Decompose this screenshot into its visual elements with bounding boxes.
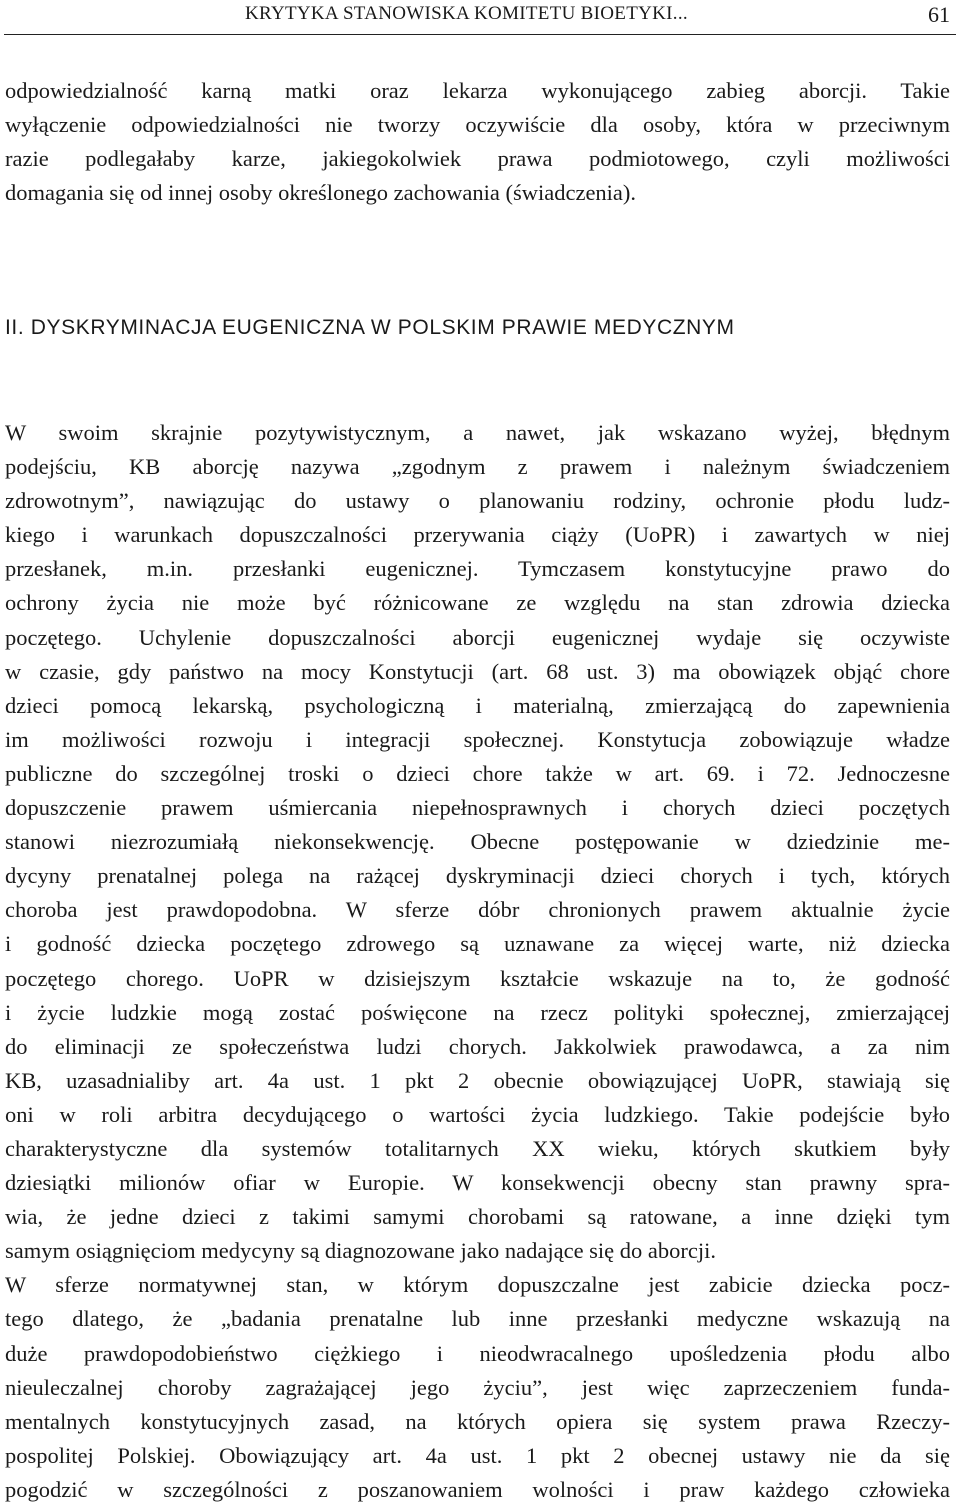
text-line: zdrowotnym”, nawiązując do ustawy o planowaniu rodziny, ochronie płodu ludz-: [5, 488, 950, 514]
text-line: W sferze normatywnej stan, w którym dopuszczalne jest zabicie dziecka pocz-: [5, 1272, 950, 1298]
text-line: domagania się od innej osoby określonego zachowania (świadczenia).: [5, 180, 637, 206]
text-line: charakterystyczne dla systemów totalitarnych XX wieku, których skutkiem były: [5, 1135, 950, 1161]
text-line: poczętego chorego. UoPR w dzisiejszym kształcie wskazuje na to, że godność: [5, 965, 950, 991]
text-line: ochrony życia nie może być różnicowane ze względu na stan zdrowia dziecka: [5, 590, 950, 616]
text-line: choroba jest prawdopodobna. W sferze dóbr chronionych prawem aktualnie życie: [5, 897, 950, 923]
text-line: do eliminacji ze społeczeństwa ludzi chorych. Jakkolwiek prawodawca, a za nim: [5, 1033, 950, 1059]
text-line: pogodzić w szczególności z poszanowaniem wolności i praw każdego człowieka: [5, 1476, 950, 1502]
text-line: stanowi niezrozumiałą niekonsekwencję. Obecne postępowanie w dziedzinie me-: [5, 829, 950, 855]
text-line: mentalnych konstytucyjnych zasad, na których opiera się system prawa Rzeczy-: [5, 1408, 950, 1434]
text-line: dzieci pomocą lekarską, psychologiczną i materialną, zmierzającą do zapewnienia: [5, 692, 950, 718]
text-line: w czasie, gdy państwo na mocy Konstytucji (art. 68 ust. 3) ma obowiązek objąć chore: [5, 658, 950, 684]
text-line: tego dlatego, że „badania prenatalne lub inne przesłanki medyczne wskazują na: [5, 1306, 950, 1332]
text-line: i godność dziecka poczętego zdrowego są uznawane za więcej warte, niż dziecka: [5, 931, 950, 957]
text-line: dopuszczenie prawem uśmiercania niepełnosprawnych i chorych dzieci poczętych: [5, 795, 950, 821]
running-header: [0, 0, 960, 36]
paragraph-body: [5, 416, 950, 1507]
text-line: oni w roli arbitra decydującego o wartości życia ludzkiego. Takie podejście było: [5, 1101, 950, 1127]
text-line: kiego i warunkach dopuszczalności przerywania ciąży (UoPR) i zawartych w niej: [5, 522, 950, 548]
text-line: pospolitej Polskiej. Obowiązujący art. 4a ust. 1 pkt 2 obecnej ustawy nie da się: [5, 1442, 950, 1468]
running-title: KRYTYKA STANOWISKA KOMITETU BIOETYKI...: [245, 3, 688, 24]
page-number: 61: [928, 2, 950, 27]
text-line: razie podlegałaby karze, jakiegokolwiek prawa podmiotowego, czyli możliwości: [5, 146, 950, 172]
text-line: nieuleczalnej choroby zagrażającej jego życiu”, jest więc zaprzeczeniem funda-: [5, 1374, 950, 1400]
text-line: poczętego. Uchylenie dopuszczalności aborcji eugenicznej wydaje się oczywiste: [5, 624, 950, 650]
text-line: W swoim skrajnie pozytywistycznym, a nawet, jak wskazano wyżej, błędnym: [5, 420, 950, 445]
text-line: duże prawdopodobieństwo ciężkiego i nieodwracalnego upośledzenia płodu albo: [5, 1340, 950, 1366]
text-line: dycyny prenatalnej polega na rażącej dyskryminacji dzieci chorych i tych, których: [5, 863, 950, 889]
text-line: samym osiągnięciom medycyny są diagnozowane jako nadające się do aborcji.: [5, 1238, 717, 1264]
text-line: KB, uzasadnialiby art. 4a ust. 1 pkt 2 obecnie obowiązującej UoPR, stawiają się: [5, 1067, 950, 1093]
text-line: wyłączenie odpowiedzialności nie tworzy oczywiście dla osoby, która w przeciwnym: [5, 112, 950, 138]
paragraph-intro: [5, 74, 950, 210]
text-line: przesłanek, m.in. przesłanki eugenicznej. Tymczasem konstytucyjne prawo do: [5, 556, 950, 582]
text-line: dziesiątki milionów ofiar w Europie. W konsekwencji obecny stan prawny spra-: [5, 1170, 950, 1196]
text-line: wia, że jedne dzieci z takimi samymi chorobami są ratowane, a inne dzięki tym: [5, 1204, 950, 1230]
text-line: i życie ludzkie mogą zostać poświęcone na rzecz polityki społecznej, zmierzającej: [5, 999, 950, 1025]
text-line: odpowiedzialność karną matki oraz lekarza wykonującego zabieg aborcji. Takie: [5, 78, 950, 103]
text-line: im możliwości rozwoju i integracji społecznej. Konstytucja zobowiązuje władze: [5, 726, 950, 752]
text-line: publiczne do szczególnej troski o dzieci chore także w art. 69. i 72. Jednoczesne: [5, 760, 950, 786]
text-line: podejściu, KB aborcję nazywa „zgodnym z prawem i należnym świadczeniem: [5, 454, 950, 480]
header-rule: [4, 34, 956, 35]
section-heading: II. DYSKRYMINACJA EUGENICZNA W POLSKIM PRAWIE MEDYCZNYM: [5, 316, 735, 339]
